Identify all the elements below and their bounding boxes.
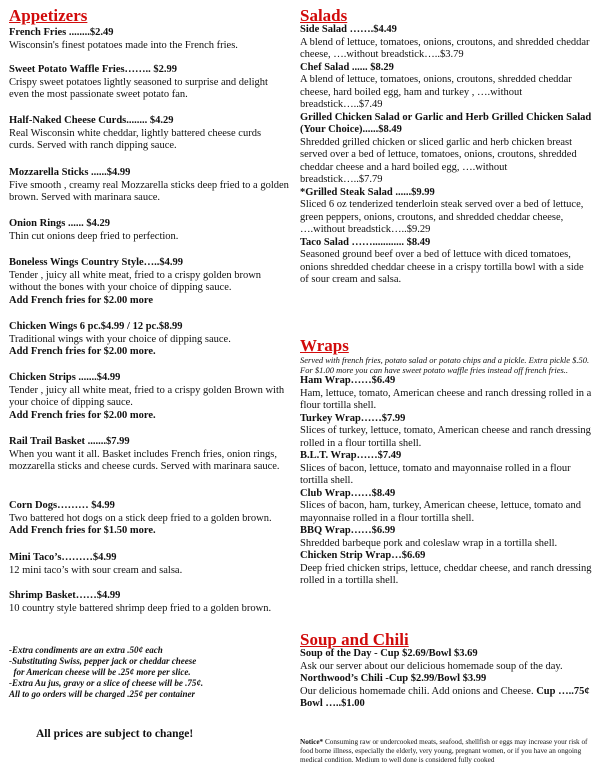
item-desc: Real Wisconsin white cheddar, lightly battered cheese curds curds. Served with ranch dipping sauce. [9,127,262,151]
note-line: -Extra Au jus, gravy or a slice of cheese will be .75¢. [9,678,204,688]
item-extra: Add French fries for $2.00 more [9,294,154,306]
note-line: All to go orders will be charged .25¢ per container [9,689,196,699]
salads-list [300,24,592,287]
condiment-notes [9,645,291,700]
item-name: Mozzarella Sticks ......$4.99 [9,167,131,178]
menu-item [9,27,289,52]
menu-item [9,590,289,615]
menu-item [9,218,289,243]
salads-title: Salads [300,6,348,25]
menu-item [9,372,289,422]
item-name: Chef Salad ...... $8.29 [300,61,394,73]
item-desc: A blend of lettuce, tomatoes, onions, croutons, shredded cheddar cheese, hard boiled egg, ham and turkey , ….without breadstick…..$7.49 [300,74,572,110]
appetizers-title: Appetizers [9,6,88,25]
item-name: Grilled Chicken Salad or Garlic and Herb Grilled Chicken Salad (Your Choice)......$8.49 [300,111,592,135]
item-name: Soup of the Day - Cup $2.69/Bowl $3.69 [300,648,478,659]
item-name: Corn Dogs……… $4.99 [9,500,115,511]
item-name: Chicken Strip Wrap…$6.69 [300,550,426,561]
item-name: Chicken Wings 6 pc.$4.99 / 12 pc.$8.99 [9,321,183,332]
item-desc: Ask our server about our delicious homemade soup of the day. [300,660,563,672]
wraps-title: Wraps [300,336,349,355]
item-name: Club Wrap……$8.49 [300,487,396,499]
menu-item [9,436,289,474]
wraps-list [300,355,592,588]
item-desc: Seasoned ground beef over a bed of lettuce with diced tomatoes, onions shredded cheddar cheese in a crispy tortilla bowl with a side of sour cream and salsa. [300,249,584,285]
item-desc: 10 country style battered shrimp deep fried to a golden brown. [9,602,272,614]
item-name: Taco Salad ……............ $8.49 [300,236,431,248]
note-line: for American cheese will be .25¢ more per slice. [9,667,191,677]
item-desc: Slices of bacon, lettuce, tomato and mayonnaise rolled in a flour tortilla shell. [300,462,571,486]
item-desc: Traditional wings with your choice of dipping sauce. [9,333,231,345]
item-desc-text: Our delicious homemade chili. Add onions and Cheese. [300,685,534,697]
menu-item [9,115,289,153]
item-desc: Slices of turkey, lettuce, tomato, American cheese and ranch dressing rolled in a flour tortilla shell. [300,425,591,449]
menu-item [9,257,289,307]
food-safety-notice [300,738,600,765]
item-name: French Fries ........$2.49 [9,27,114,38]
item-desc: Tender , juicy all white meat, fried to a crispy golden Brown with your choice of dipping sauce. [9,384,285,408]
notice-text: Consuming raw or undercooked meats, seafood, shellfish or eggs may increase your risk of food borne illness, especially the elderly, very young, pregnant women, or if you have an ongoing medical condition. Medium to well done is considered fully cooked [300,738,588,764]
item-name: Side Salad …….$4.49 [300,24,397,35]
note-line: -Substituting Swiss, pepper jack or cheddar cheese [9,656,197,666]
item-name: BBQ Wrap……$6.99 [300,525,396,536]
item-name: Turkey Wrap……$7.99 [300,412,406,424]
menu-item [9,64,289,102]
item-desc: A blend of lettuce, tomatoes, onions, croutons, and shredded cheddar cheese, ….without breadstick…..$3.79 [300,36,590,60]
item-name: Rail Trail Basket .......$7.99 [9,436,130,447]
item-name: B.L.T. Wrap……$7.49 [300,450,402,461]
prices-notice: All prices are subject to change! [36,728,194,740]
menu-item [9,167,289,205]
item-desc: Shredded grilled chicken or sliced garlic and herb chicken breast served over a bed of lettuce, tomatoes, onions, croutons, shredded cheddar cheese and a hard boiled egg, ….without breadstick…..$7.79 [300,136,577,185]
item-desc: Shredded barbeque pork and coleslaw wrap in a tortilla shell. [300,537,558,549]
item-name: *Grilled Steak Salad ......$9.99 [300,186,435,198]
item-tail: Cup …..75¢ Bowl …..$1.00 [300,685,590,709]
item-extra: Add French fries for $2.00 more. [9,409,156,421]
item-name: Shrimp Basket……$4.99 [9,590,121,601]
item-desc: Thin cut onions deep fried to perfection. [9,230,179,242]
item-name: Chicken Strips .......$4.99 [9,372,121,383]
item-desc: Wisconsin's finest potatoes made into the French fries. [9,39,238,51]
wraps-note: Served with french fries, potato salad or potato chips and a pickle. Extra pickle $.50. For $1.00 more you can have sweet potato waffle fries instead off french fries.. [300,355,590,375]
item-name: Mini Taco’s………$4.99 [9,552,117,563]
item-name: Sweet Potato Waffle Fries…….. $2.99 [9,64,178,75]
item-desc: 12 mini taco’s with sour cream and salsa. [9,564,183,576]
soup-list [300,648,592,711]
item-name: Boneless Wings Country Style…..$4.99 [9,257,184,268]
item-desc: When you want it all. Basket includes French fries, onion rings, mozzarella sticks and cheese curds. Served with marinara sauce. [9,448,280,472]
item-desc: Five smooth , creamy real Mozzarella sticks deep fried to a golden brown. Served with marinara sauce. [9,179,289,203]
item-desc: Tender , juicy all white meat, fried to a crispy golden brown without the bones with your choice of dipping sauce. [9,269,262,293]
soup-title: Soup and Chili [300,630,409,649]
item-desc: Two battered hot dogs on a stick deep fried to a golden brown. [9,512,272,524]
item-desc: Sliced 6 oz tenderized tenderloin steak served over a bed of lettuce, green peppers, onions, croutons, and shredded cheddar cheese, ….without breadstick…..$9.29 [300,199,584,235]
item-desc: Slices of bacon, ham, turkey, American cheese, lettuce, tomato and mayonnaise rolled in a flour tortilla shell. [300,500,581,524]
item-desc: Deep fried chicken strips, lettuce, cheddar cheese, and ranch dressing rolled in a tortilla shell. [300,562,592,586]
notice-label: Notice* [300,738,324,746]
item-extra: Add French fries for $1.50 more. [9,525,156,536]
item-desc: Ham, lettuce, tomato, American cheese and ranch dressing rolled in a flour tortilla shell. [300,387,592,411]
item-name: Onion Rings ...... $4.29 [9,218,110,229]
item-desc: Crispy sweet potatoes lightly seasoned to surprise and delight even the most passionate sweet potato fan. [9,76,268,100]
menu-item [9,321,289,359]
item-name: Northwood’s Chili -Cup $2.99/Bowl $3.99 [300,673,487,684]
item-desc [300,686,592,711]
note-line: -Extra condiments are an extra .50¢ each [9,645,163,655]
menu-item [9,552,289,577]
menu-item [9,500,289,538]
item-name: Half-Naked Cheese Curds........ $4.29 [9,115,174,126]
item-extra: Add French fries for $2.00 more. [9,346,156,357]
item-name: Ham Wrap……$6.49 [300,375,396,386]
